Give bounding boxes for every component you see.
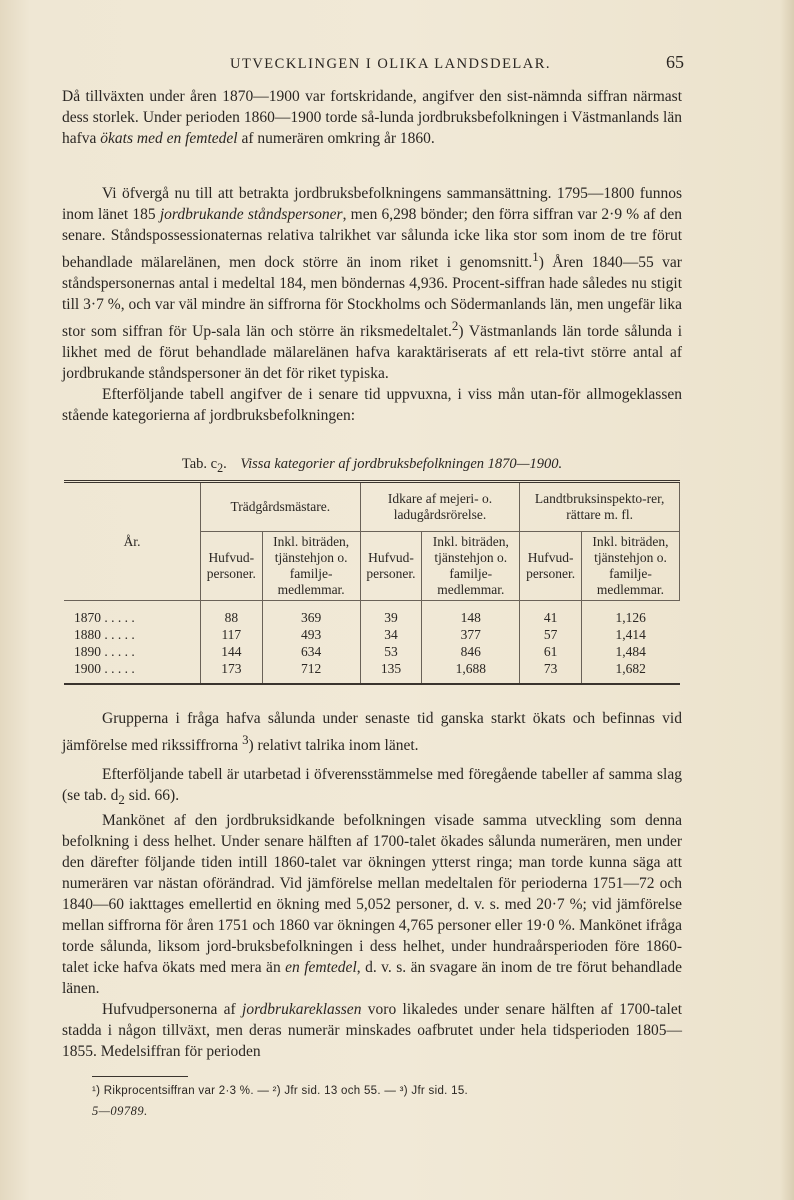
- running-title: UTVECKLINGEN I OLIKA LANDSDELAR.: [230, 56, 552, 72]
- subheader-incl: Inkl. biträden, tjänstehjon o. familje-medlemmar.: [422, 532, 520, 601]
- table-row: 1890 . . . . . 144 634 53 846 61 1,484: [64, 643, 680, 660]
- table-row: 1880 . . . . . 117 493 34 377 57 1,414: [64, 626, 680, 643]
- page-number: 65: [666, 52, 684, 72]
- paragraph-1: Då tillväxten under åren 1870—1900 var fortskridande, angifver den sist-nämnda siffran närmast dess storlek. Under perioden 1860—1900 torde så-lunda jordbruksbefolkningen i Västmanlands län hafva ökats med en femtedel af numerären omkring år 1860.: [62, 88, 682, 147]
- print-signature: 5—09789.: [92, 1104, 148, 1118]
- group-header-gardeners: Trädgårdsmästare.: [201, 482, 361, 532]
- footnote-ref-1: 1: [532, 249, 539, 264]
- subheader-incl: Inkl. biträden, tjänstehjon o. familje-medlemmar.: [581, 532, 679, 601]
- footnote-divider: [92, 1076, 188, 1077]
- paragraph-5: Hufvudpersonerna af jordbrukareklassen voro likaledes under senare hälften af 1700-talet stadda i någon tillväxt, men deras numerär minskades oafbrutet under hela tidsperioden 1805—1855. Medelsiffran för perioden: [62, 1001, 683, 1061]
- paragraph-table-intro: Efterföljande tabell angifver de i senare tid uppvuxna, i viss mån utan-för allmogeklassen stående kategorierna af jordbruksbefolkningen:: [62, 386, 682, 425]
- table-row: 1870 . . . . . 88 369 39 148 41 1,126: [64, 601, 680, 627]
- group-header-dairy: Idkare af mejeri- o. ladugårdsrörelse.: [360, 482, 520, 532]
- page-header: [62, 52, 684, 76]
- group-header-inspectors: Landtbruksinspekto-rer, rättare m. fl.: [520, 482, 680, 532]
- footnote-ref-2: 2: [451, 318, 459, 334]
- paragraph-4: Efterföljande tabell är utarbetad i öfverensstämmelse med föregående tabeller af samma slag (se tab. $d_2$ sid. 66). Mankönet af den jordbruksidkande befolkningen visade samma utveckling som denna befolkning i dess helhet. Under senare hälften af 1700-talet ökades sålunda numerären, men under den därefter följande tiden intill 1860-talet var ökningen ytterst ringa; man torde kunna säga att numerären var nästan oförändrad. Vid jämförelse mellan medeltalen för perioderna 1751—72 och 1840—60 iakttages emellertid en ökning med 5,052 personer, d. v. s. med 20·7 %; vid jämförelse mellan siffrorna för åren 1751 och 1860 var ökningen 4,765 personer eller 19·0 %. Mankönet ifråga torde sålunda, liksom jord-bruksbefolkningen i dess helhet, under hundraårsperioden före 1860-talet icke hafva ökats med mera än en femtedel, d. v. s. än svagare än inom de tre förut behandlade länen. Hufvudpersonerna af jordbrukareklassen voro likaledes under senare hälften af 1700-talet stadda i någon tillväxt, men deras numerär minskades oafbrutet under hela tidsperioden 1805—1855. Medelsiffran för perioden: [62, 766, 683, 1061]
- table-title: Vissa kategorier af jordbruksbefolkningen 1870—1900.: [240, 456, 563, 472]
- subheader-main: Hufvud-personer.: [520, 532, 582, 601]
- subheader-main: Hufvud-personer.: [201, 532, 263, 601]
- data-table: [64, 480, 680, 685]
- subheader-incl: Inkl. biträden, tjänstehjon o. familje-medlemmar.: [262, 532, 360, 601]
- table-caption: Tab. $c_2$. Vissa kategorier af jordbruksbefolkningen 1870—1900.: [181, 456, 563, 475]
- subheader-main: Hufvud-personer.: [360, 532, 422, 601]
- paragraph-3: Grupperna i fråga hafva sålunda under senaste tid ganska starkt ökats och befinnas vid jämförelse med rikssiffrorna $^3$) relativt talrika inom länet.: [62, 710, 682, 755]
- paragraph-2: Vi öfvergå nu till att betrakta jordbruksbefolkningens sammansättning. 1795—1800 funnos inom länet 185 jordbrukande ståndspersoner, men 6,298 bönder; den förra siffran var 2·9 % af den senare. Ståndspossessionaternas relativa talrikhet var sålunda icke lika stor som inom de tre förut behandlade mälarelänen, men dock större än inom riket i genomsnitt.$^1$) Åren 1840—55 var ståndspersonernas antal i medeltal 184, men böndernas 4,936. Procent-siffran hade således nu stigit till 3·7 %, och var väl mindre än siffrorna för Stockholms och Södermanlands län, men ungefär lika stor som siffran för Up-sala län och större än riksmedeltalet.$^2$) Västmanlands län torde sålunda i likhet med de förut behandlade mälarelänen hafva karaktäriserats af ett rela-tivt större antal af jordbrukande ståndspersoner än det för riket typiska. Efterföljande tabell angifver de i senare tid uppvuxna, i viss mån utan-för allmogeklassen stående kategorierna af jordbruksbefolkningen:: [62, 185, 683, 425]
- year-header: År.: [64, 482, 201, 601]
- table-row: 1900 . . . . . 173 712 135 1,688 73 1,682: [64, 660, 680, 684]
- footnotes: ¹) Rikprocentsiffran var 2·3 %. — ²) Jfr sid. 13 och 55. — ³) Jfr sid. 15.: [92, 1085, 469, 1097]
- footnote-ref-3: 3: [242, 732, 249, 747]
